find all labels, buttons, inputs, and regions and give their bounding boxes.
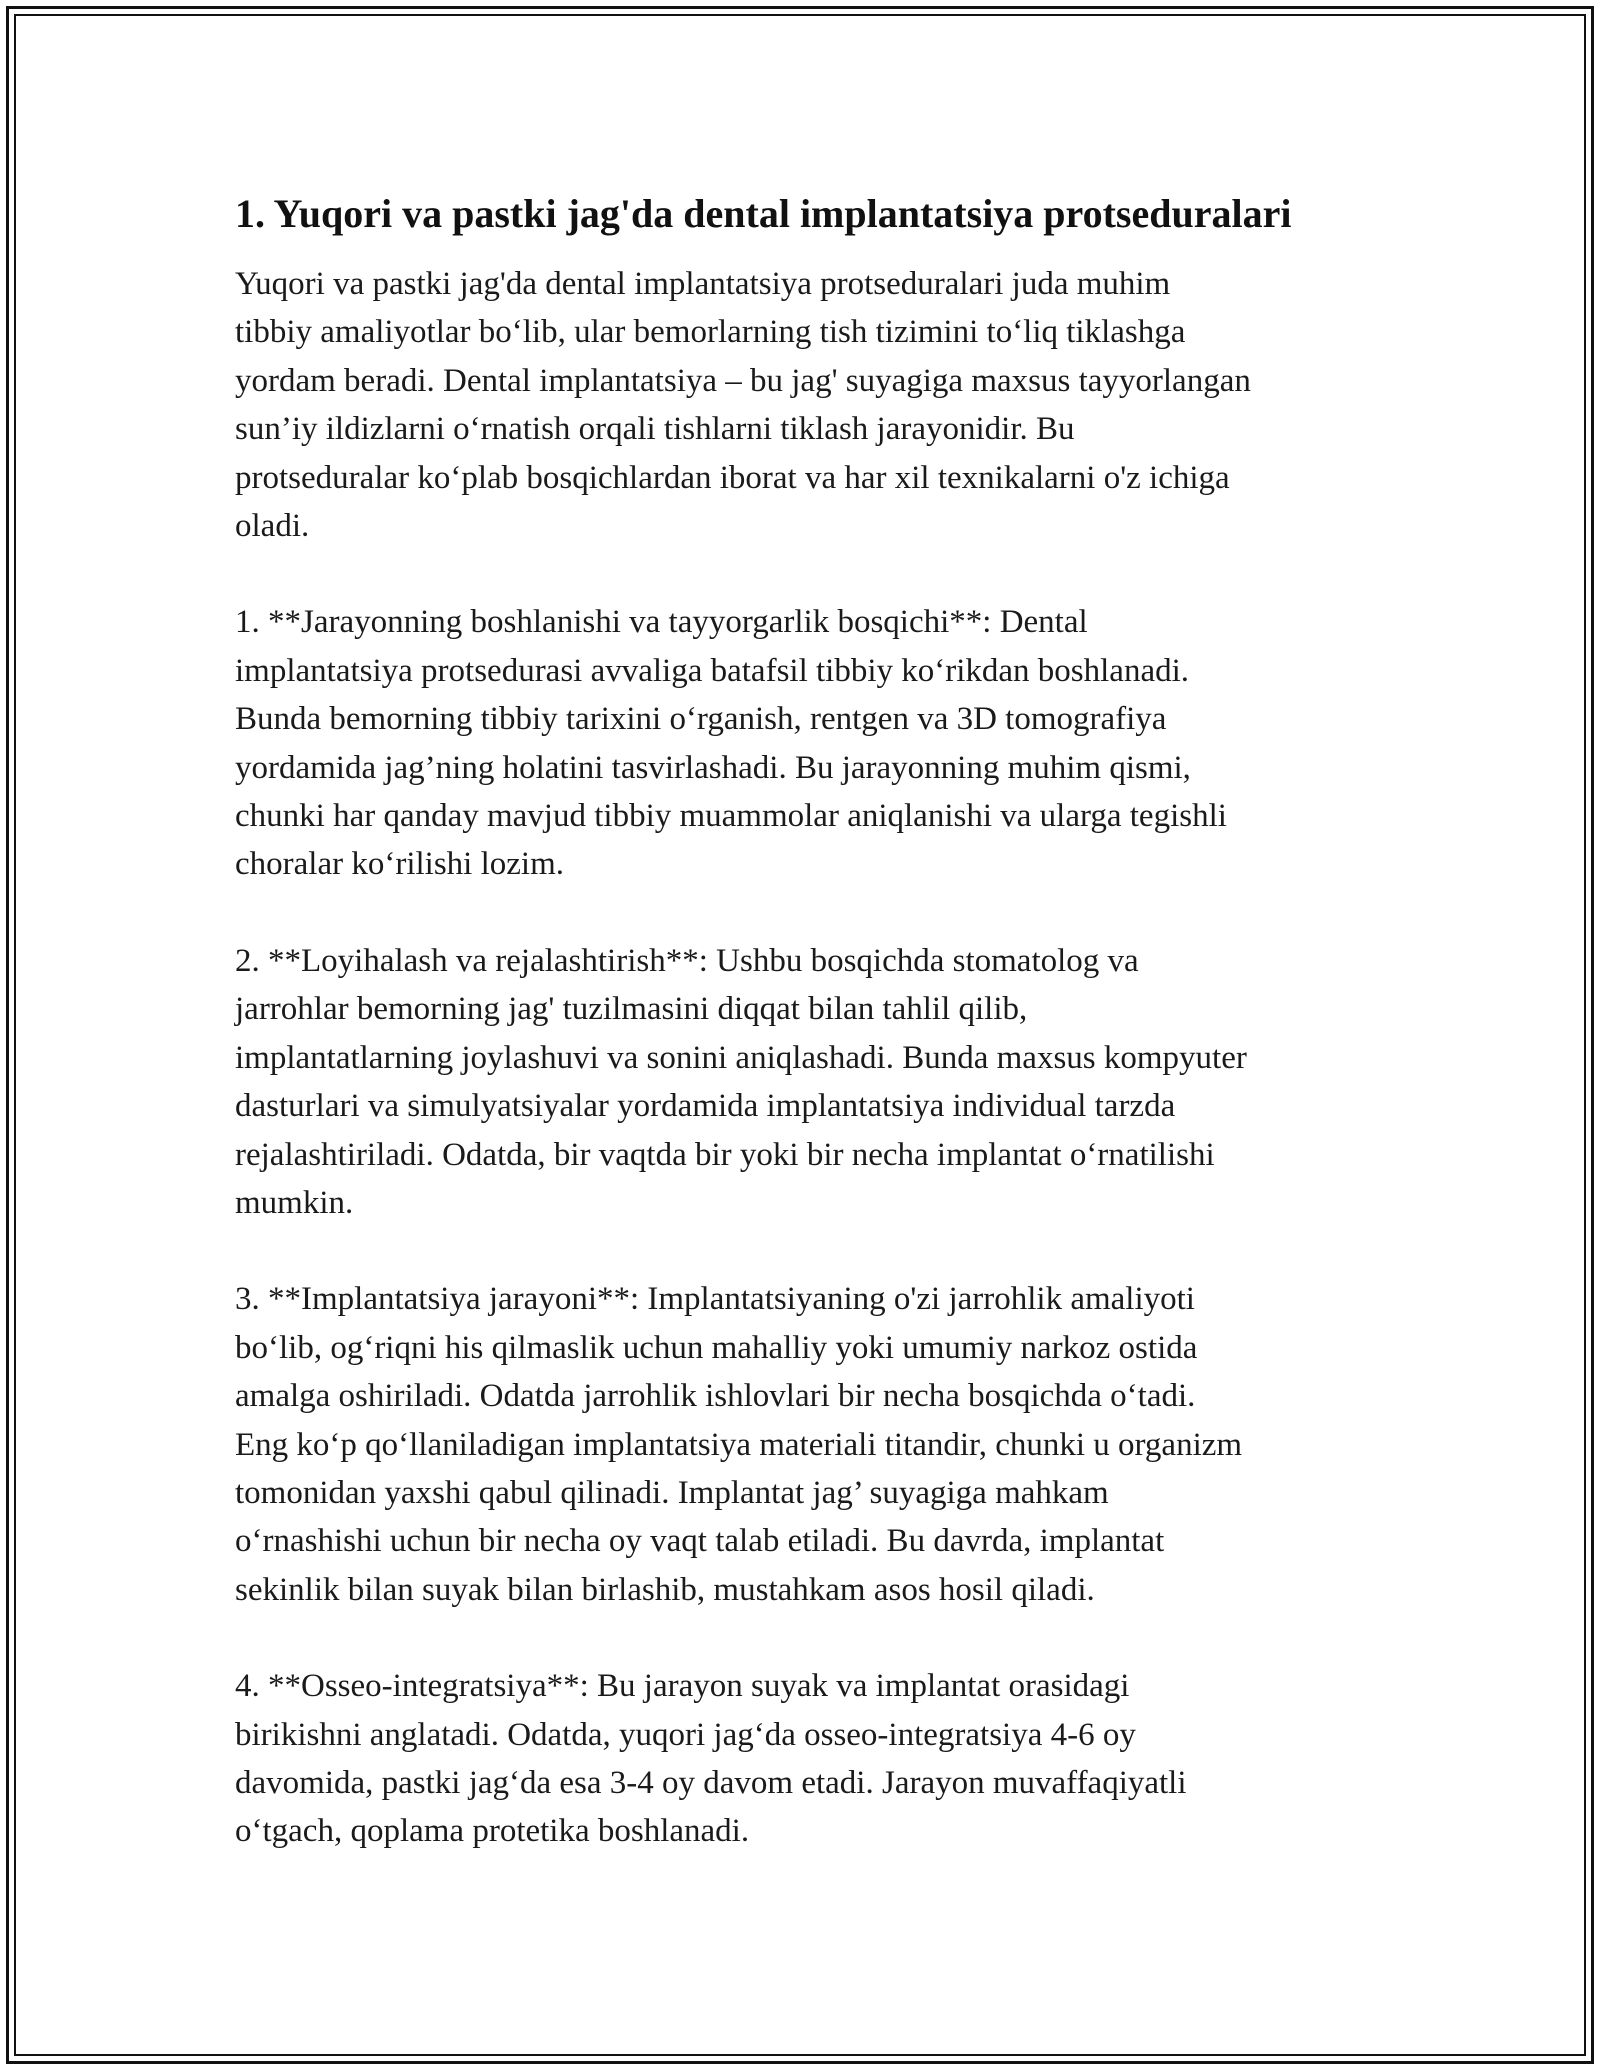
text-line: o‘rnashishi uchun bir necha oy vaqt talab etiladi. Bu davrda, implantat (235, 1523, 1165, 1560)
text-line: protseduralar ko‘plab bosqichlardan iborat va har xil texnikalarni o'z ichiga (235, 459, 1230, 496)
text-line: dasturlari va simulyatsiyalar yordamida implantatsiya individual tarzda (235, 1088, 1176, 1125)
paragraph-step-4 (235, 1662, 1375, 1856)
text-line: tomonidan yaxshi qabul qilinadi. Implantat jag’ suyagiga mahkam (235, 1474, 1109, 1511)
text-line: implantatlarning joylashuvi va sonini aniqlashadi. Bunda maxsus kompyuter (235, 1039, 1247, 1076)
text-line: 3. **Implantatsiya jarayoni**: Implantatsiyaning o'zi jarrohlik amaliyoti (235, 1281, 1195, 1318)
text-line: bo‘lib, og‘riqni his qilmaslik uchun mahalliy yoki umumiy narkoz ostida (235, 1329, 1198, 1366)
text-line: yordamida jag’ning holatini tasvirlashadi. Bu jarayonning muhim qismi, (235, 749, 1191, 786)
text-line: oladi. (235, 508, 310, 545)
text-line: choralar ko‘rilishi lozim. (235, 846, 564, 883)
text-line: jarrohlar bemorning jag' tuzilmasini diqqat bilan tahlil qilib, (235, 991, 1028, 1028)
text-line: mumkin. (235, 1184, 354, 1221)
text-line: 1. **Jarayonning boshlanishi va tayyorgarlik bosqichi**: Dental (235, 604, 1088, 641)
paragraph-step-3 (235, 1275, 1375, 1614)
text-line: Yuqori va pastki jag'da dental implantatsiya protseduralari juda muhim (235, 266, 1171, 302)
text-line: amalga oshiriladi. Odatda jarrohlik ishlovlari bir necha bosqichda o‘tadi. (235, 1378, 1196, 1415)
text-line: implantatsiya protsedurasi avvaliga batafsil tibbiy ko‘rikdan boshlanadi. (235, 652, 1190, 689)
text-line: birikishni anglatadi. Odatda, yuqori jag‘da osseo-integratsiya 4-6 oy (235, 1716, 1136, 1753)
text-line: o‘tgach, qoplama protetika boshlanadi. (235, 1813, 750, 1850)
text-line: sun’iy ildizlarni o‘rnatish orqali tishlarni tiklash jarayonidir. Bu (235, 411, 1075, 448)
text-line: 4. **Osseo-integratsiya**: Bu jarayon suyak va implantat orasidagi (235, 1668, 1130, 1705)
text-line: Bunda bemorning tibbiy tarixini o‘rganish, rentgen va 3D tomografiya (235, 701, 1167, 738)
paragraph-intro (235, 260, 1375, 550)
text-line: 2. **Loyihalash va rejalashtirish**: Ushbu bosqichda stomatolog va (235, 942, 1139, 979)
text-line: Eng ko‘p qo‘llaniladigan implantatsiya materiali titandir, chunki u organizm (235, 1426, 1243, 1463)
text-line: tibbiy amaliyotlar bo‘lib, ular bemorlarning tish tizimini to‘liq tiklashga (235, 314, 1186, 351)
text-line: chunki har qanday mavjud tibbiy muammolar aniqlanishi va ularga tegishli (235, 798, 1227, 835)
text-line: sekinlik bilan suyak bilan birlashib, mustahkam asos hosil qiladi. (235, 1571, 1095, 1608)
document-title: 1. Yuqori va pastki jag'da dental implantatsiya protseduralari (235, 191, 1292, 236)
text-line: davomida, pastki jag‘da esa 3-4 oy davom etadi. Jarayon muvaffaqiyatli (235, 1764, 1187, 1801)
text-line: rejalashtiriladi. Odatda, bir vaqtda bir yoki bir necha implantat o‘rnatilishi (235, 1136, 1215, 1173)
text-line: yordam beradi. Dental implantatsiya – bu jag' suyagiga maxsus tayyorlangan (235, 362, 1251, 399)
document-body (235, 186, 1375, 1856)
paragraph-step-2 (235, 937, 1375, 1227)
paragraph-step-1 (235, 598, 1375, 888)
